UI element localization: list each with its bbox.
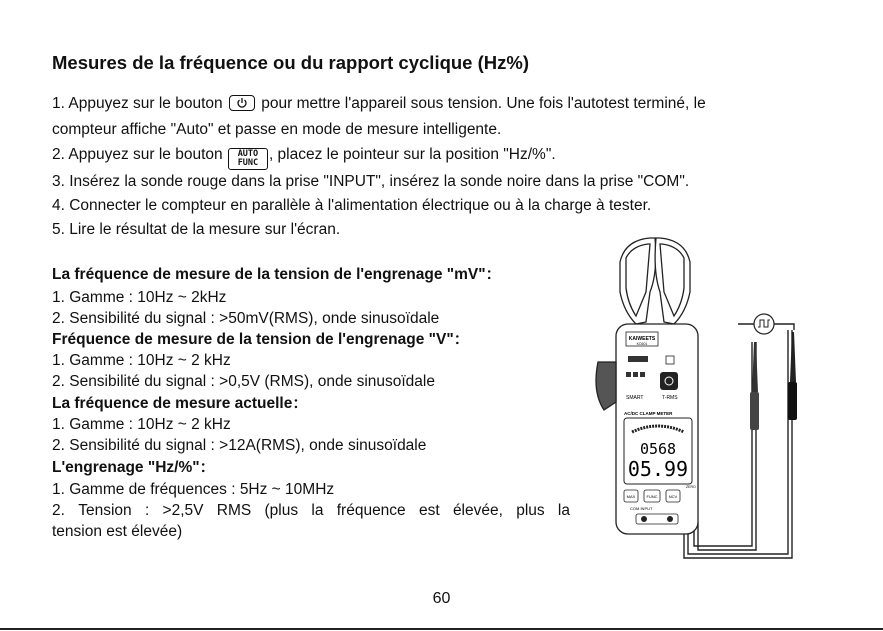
hz-heading: L'engrenage "Hz/%"： — [52, 459, 216, 476]
hz-word: est — [418, 502, 440, 519]
mv-sensitivity: 2. Sensibilité du signal : >50mV(RMS), onde sinusoïdale — [52, 310, 440, 327]
probe-wires — [684, 324, 794, 558]
hz-word: fréquence — [336, 502, 406, 519]
a-range: 1. Gamme : 10Hz ~ 2 kHz — [52, 416, 231, 433]
meter-ncv-button: NCV — [668, 494, 678, 499]
probe-black — [788, 332, 797, 420]
hz-word: plus — [516, 502, 545, 519]
meter-trms-label: T-RMS — [662, 395, 678, 401]
signal-source-icon — [754, 314, 774, 334]
step-1-text-post: pour mettre l'appareil sous tension. Une fois l'autotest terminé, le — [261, 95, 706, 112]
hz-word: : — [144, 502, 150, 519]
v-heading: Fréquence de mesure de la tension de l'engrenage "V"： — [52, 331, 470, 348]
meter-zero-button: ZERO — [686, 485, 696, 489]
a-sensitivity: 2. Sensibilité du signal : >12A(RMS), onde sinusoïdale — [52, 437, 427, 454]
hz-range: 1. Gamme de fréquences : 5Hz ~ 10MHz — [52, 481, 335, 498]
v-range: 1. Gamme : 10Hz ~ 2 kHz — [52, 352, 231, 369]
func-button-top-label: AUTO — [237, 149, 259, 159]
meter-model: KC601 — [636, 342, 648, 346]
step-1-text-pre: 1. Appuyez sur le bouton — [52, 95, 223, 112]
hz-word: Tension — [78, 502, 132, 519]
v-sensitivity: 2. Sensibilité du signal : >0,5V (RMS), onde sinusoïdale — [52, 373, 435, 390]
hz-word: la — [557, 502, 570, 519]
page-number: 60 — [432, 590, 451, 607]
step-1-line-1 — [52, 94, 706, 114]
page-title: Mesures de la fréquence ou du rapport cyclique (Hz%) — [52, 52, 529, 73]
power-button-icon — [229, 95, 255, 111]
meter-smart-label: SMART — [626, 395, 644, 401]
meter-display — [624, 411, 692, 484]
meter-brand: KAIWEETS — [628, 336, 656, 342]
hz-word: élevée, — [452, 502, 503, 519]
mv-range: 1. Gamme : 10Hz ~ 2kHz — [52, 289, 227, 306]
step-2-text-post: , placez le pointeur sur la position "Hz/%". — [268, 146, 556, 163]
meter-reading-main: 05.99 — [627, 457, 689, 481]
hz-word: la — [311, 502, 324, 519]
step-2-line — [52, 145, 556, 170]
step-2-text-pre: 2. Appuyez sur le bouton — [52, 146, 223, 163]
meter-jack-labels: COM INPUT — [630, 506, 653, 511]
hz-word: RMS — [216, 502, 252, 519]
hz-voltage-line-1 — [52, 501, 570, 521]
auto-func-button-icon — [228, 148, 268, 170]
hz-word: 2. — [52, 502, 65, 519]
mv-heading: La fréquence de mesure de la tension de l'engrenage "mV"： — [52, 266, 502, 283]
meter-reading-top: 0568 — [639, 440, 677, 458]
a-heading: La fréquence de mesure actuelle： — [52, 395, 308, 412]
step-3-line: 3. Insérez la sonde rouge dans la prise "INPUT", insérez la sonde noire dans la prise "COM". — [52, 173, 690, 190]
hz-voltage-line-2: tension est élevée) — [52, 523, 183, 540]
hz-word: (plus — [264, 502, 299, 519]
step-4-line: 4. Connecter le compteur en parallèle à l'alimentation électrique ou à la charge à tester. — [52, 197, 652, 214]
step-5-line: 5. Lire le résultat de la mesure sur l'écran. — [52, 221, 341, 238]
func-button-bottom-label: FUNC — [237, 158, 259, 168]
hz-word: >2,5V — [162, 502, 204, 519]
meter-type-label: AC/DC CLAMP METER — [624, 411, 673, 416]
step-1-line-2: compteur affiche "Auto" et passe en mode de mesure intelligente. — [52, 121, 502, 138]
clamp-meter-illustration — [580, 232, 870, 562]
meter-func-button: FUNC — [646, 494, 658, 499]
meter-max-button: MAX — [626, 494, 636, 499]
footer-rule — [0, 628, 883, 630]
